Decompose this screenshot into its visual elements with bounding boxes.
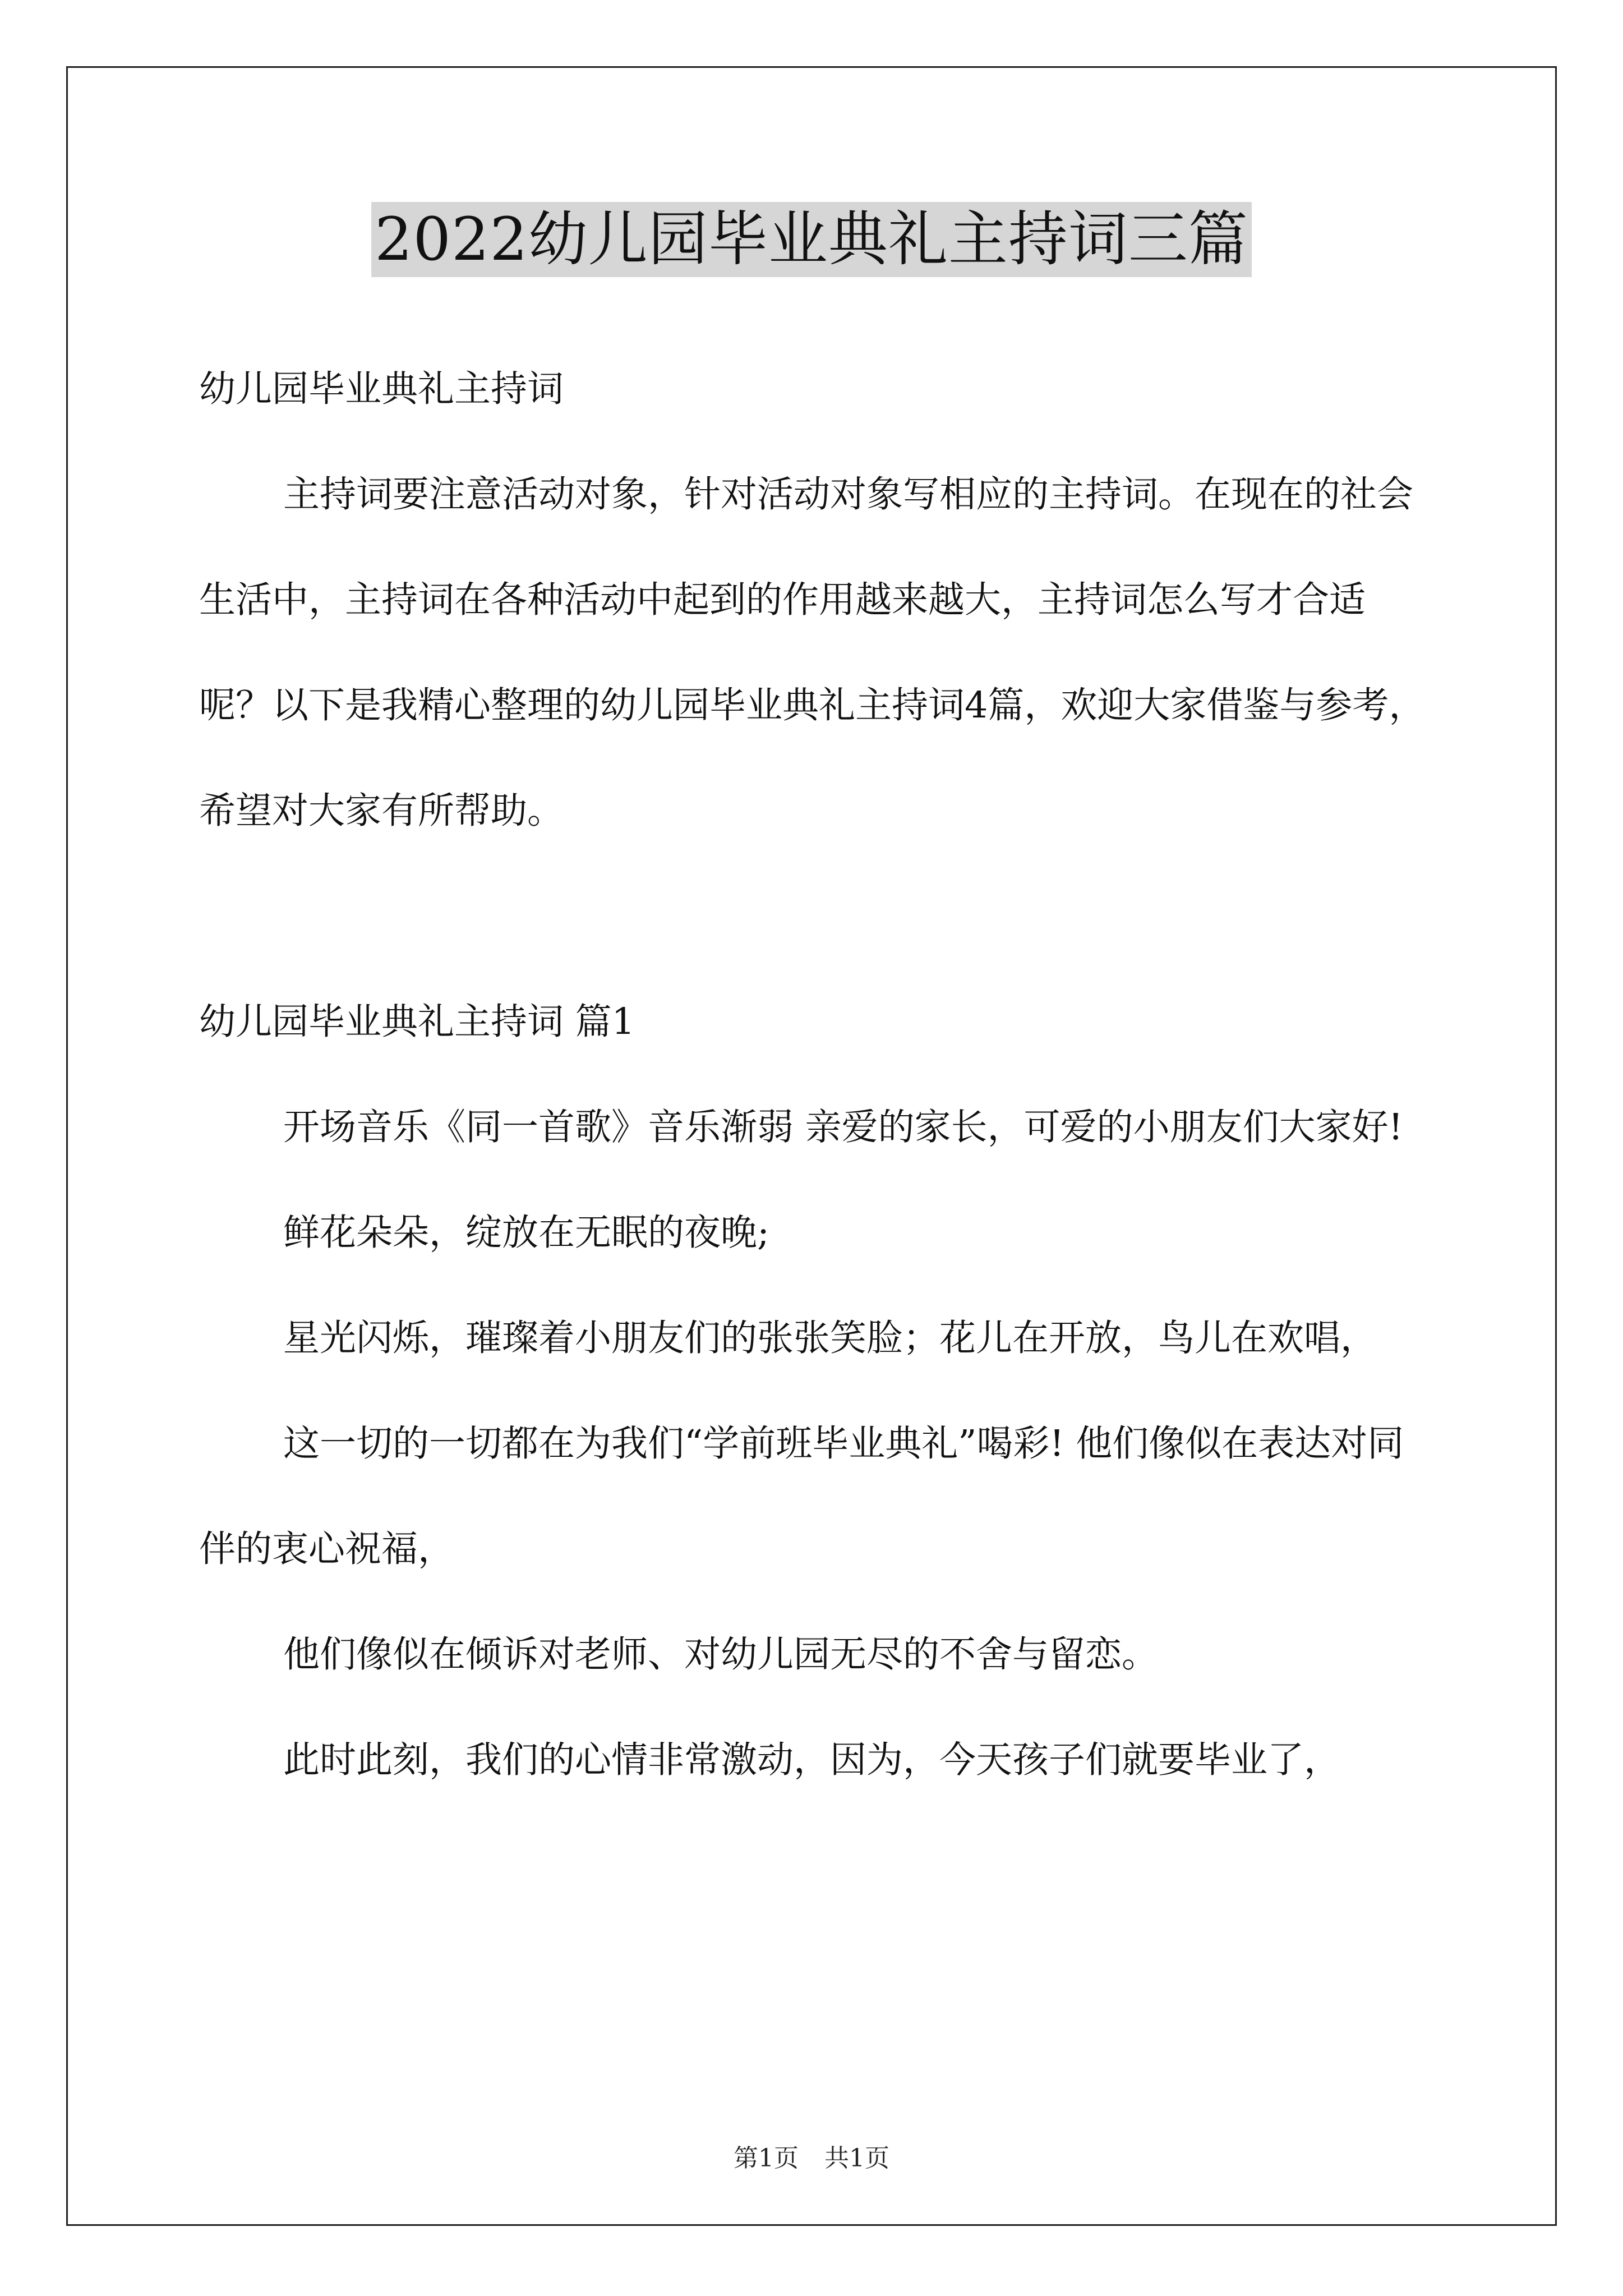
section-heading-part1: 幼儿园毕业典礼主持词 篇1: [199, 1001, 635, 1043]
document-title: 2022幼儿园毕业典礼主持词三篇: [371, 202, 1252, 277]
section-heading-intro: 幼儿园毕业典礼主持词: [199, 368, 564, 410]
body-paragraph: 此时此刻，我们的心情非常激动，因为，今天孩子们就要毕业了，: [283, 1739, 1341, 1781]
body-paragraph: 开场音乐《同一首歌》音乐渐弱 亲爱的家长，可爱的小朋友们大家好!: [283, 1106, 1403, 1148]
page-footer: [0, 2142, 1623, 2175]
intro-paragraph: 主持词要注意活动对象，针对活动对象写相应的主持词。在现在的社会生活中，主持词在各种活动中起到的作用越来越大，主持词怎么写才合适呢？以下是我精心整理的幼儿园毕业典礼主持词4篇，欢迎大家借鉴与参考，希望对大家有所帮助。: [199, 473, 1426, 832]
total-pages: 共1页: [824, 2144, 889, 2173]
body-paragraph: 鲜花朵朵，绽放在无眠的夜晚;: [283, 1212, 769, 1254]
document-body: [199, 337, 1433, 1813]
body-paragraph: 这一切的一切都在为我们“学前班毕业典礼”喝彩! 他们像似在表达对同伴的衷心祝福，: [199, 1423, 1404, 1570]
body-paragraph: 他们像似在倾诉对老师、对幼儿园无尽的不舍与留恋。: [283, 1634, 1159, 1676]
page-number: 第1页: [734, 2144, 799, 2173]
body-paragraph: 星光闪烁，璀璨着小朋友们的张张笑脸；花儿在开放，鸟儿在欢唱，: [283, 1317, 1377, 1359]
title-area: [0, 202, 1623, 277]
